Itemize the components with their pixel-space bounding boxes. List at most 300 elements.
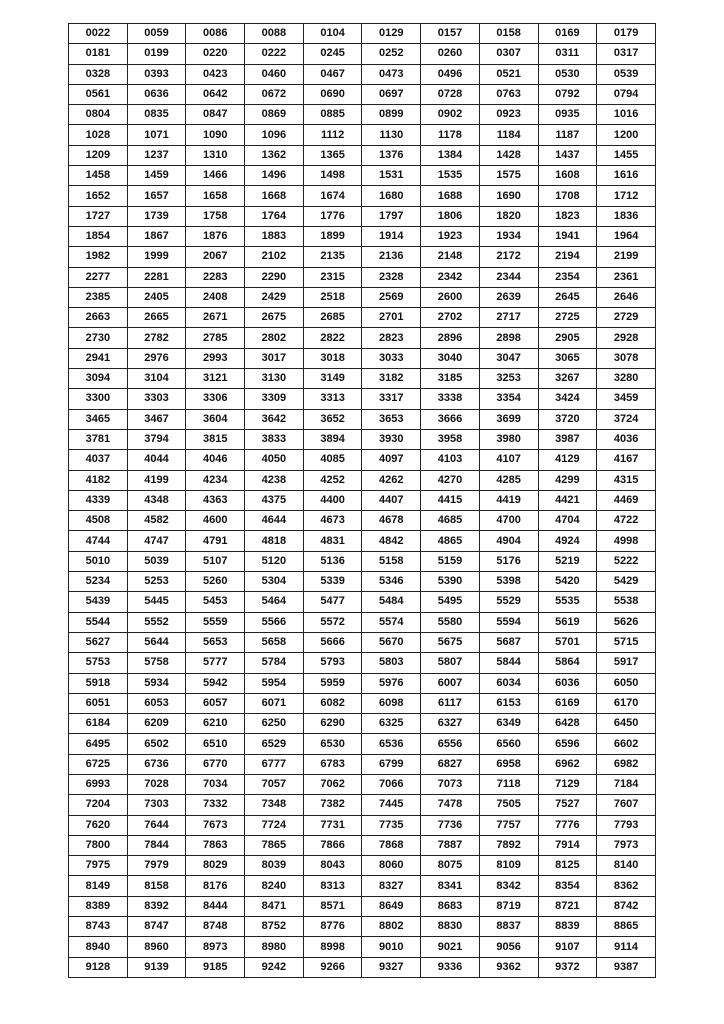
number-table-body [69, 24, 656, 978]
table-cell: 4050 [245, 450, 304, 470]
table-cell: 2102 [245, 247, 304, 267]
table-cell: 1776 [303, 206, 362, 226]
table-cell: 0636 [127, 84, 186, 104]
table-row [69, 429, 656, 449]
table-cell: 4508 [69, 511, 128, 531]
table-row [69, 815, 656, 835]
table-cell: 0158 [479, 24, 538, 44]
table-cell: 0539 [597, 64, 656, 84]
table-cell: 2928 [597, 328, 656, 348]
table-row [69, 125, 656, 145]
table-cell: 5222 [597, 551, 656, 571]
table-cell: 7800 [69, 835, 128, 855]
table-cell: 6736 [127, 754, 186, 774]
table-cell: 8865 [597, 917, 656, 937]
table-cell: 7382 [303, 795, 362, 815]
table-cell: 7863 [186, 835, 245, 855]
table-cell: 9107 [538, 937, 597, 957]
table-cell: 3149 [303, 369, 362, 389]
table-cell: 5777 [186, 653, 245, 673]
table-cell: 0222 [245, 44, 304, 64]
table-cell: 1982 [69, 247, 128, 267]
table-cell: 2342 [421, 267, 480, 287]
table-cell: 0086 [186, 24, 245, 44]
table-cell: 9362 [479, 957, 538, 977]
table-cell: 6170 [597, 693, 656, 713]
table-row [69, 937, 656, 957]
table-cell: 8149 [69, 876, 128, 896]
table-cell: 8043 [303, 856, 362, 876]
table-cell: 4469 [597, 490, 656, 510]
table-cell: 7607 [597, 795, 656, 815]
table-cell: 3017 [245, 348, 304, 368]
table-cell: 3313 [303, 389, 362, 409]
table-cell: 7673 [186, 815, 245, 835]
table-cell: 4363 [186, 490, 245, 510]
table-cell: 2785 [186, 328, 245, 348]
table-cell: 2277 [69, 267, 128, 287]
table-cell: 5803 [362, 653, 421, 673]
table-cell: 1923 [421, 226, 480, 246]
table-cell: 3182 [362, 369, 421, 389]
table-cell: 5390 [421, 572, 480, 592]
table-cell: 0220 [186, 44, 245, 64]
table-cell: 1531 [362, 166, 421, 186]
table-cell: 5010 [69, 551, 128, 571]
table-cell: 6958 [479, 754, 538, 774]
table-cell: 3958 [421, 429, 480, 449]
table-cell: 6450 [597, 714, 656, 734]
table-cell: 7620 [69, 815, 128, 835]
table-cell: 7478 [421, 795, 480, 815]
table-cell: 1028 [69, 125, 128, 145]
table-cell: 8743 [69, 917, 128, 937]
table-row [69, 856, 656, 876]
table-row [69, 369, 656, 389]
table-cell: 5107 [186, 551, 245, 571]
table-cell: 2518 [303, 287, 362, 307]
table-cell: 5954 [245, 673, 304, 693]
table-cell: 2290 [245, 267, 304, 287]
table-cell: 7887 [421, 835, 480, 855]
table-cell: 6510 [186, 734, 245, 754]
table-cell: 8649 [362, 896, 421, 916]
table-cell: 4315 [597, 470, 656, 490]
table-cell: 3465 [69, 409, 128, 429]
table-cell: 5136 [303, 551, 362, 571]
table-cell: 1674 [303, 186, 362, 206]
table-cell: 4270 [421, 470, 480, 490]
table-row [69, 44, 656, 64]
table-cell: 8140 [597, 856, 656, 876]
table-cell: 0245 [303, 44, 362, 64]
table-cell: 3459 [597, 389, 656, 409]
table-cell: 3130 [245, 369, 304, 389]
table-cell: 0022 [69, 24, 128, 44]
table-cell: 0059 [127, 24, 186, 44]
table-cell: 6057 [186, 693, 245, 713]
table-cell: 3930 [362, 429, 421, 449]
table-cell: 7204 [69, 795, 128, 815]
table-cell: 7445 [362, 795, 421, 815]
table-cell: 2663 [69, 308, 128, 328]
table-cell: 6783 [303, 754, 362, 774]
table-cell: 3653 [362, 409, 421, 429]
table-cell: 4252 [303, 470, 362, 490]
table-cell: 7736 [421, 815, 480, 835]
table-row [69, 795, 656, 815]
table-cell: 5594 [479, 612, 538, 632]
table-cell: 1459 [127, 166, 186, 186]
table-cell: 2701 [362, 308, 421, 328]
table-cell: 6153 [479, 693, 538, 713]
table-cell: 6098 [362, 693, 421, 713]
table-cell: 0885 [303, 105, 362, 125]
table-cell: 6560 [479, 734, 538, 754]
table-cell: 1883 [245, 226, 304, 246]
table-cell: 8060 [362, 856, 421, 876]
table-cell: 7073 [421, 774, 480, 794]
table-cell: 3309 [245, 389, 304, 409]
table-cell: 8327 [362, 876, 421, 896]
table-cell: 5758 [127, 653, 186, 673]
table-cell: 1823 [538, 206, 597, 226]
table-cell: 3720 [538, 409, 597, 429]
table-row [69, 632, 656, 652]
table-cell: 6770 [186, 754, 245, 774]
table-cell: 7527 [538, 795, 597, 815]
table-cell: 0935 [538, 105, 597, 125]
table-row [69, 673, 656, 693]
table-cell: 8444 [186, 896, 245, 916]
table-row [69, 287, 656, 307]
table-cell: 9056 [479, 937, 538, 957]
table-cell: 2172 [479, 247, 538, 267]
table-cell: 3794 [127, 429, 186, 449]
table-cell: 7973 [597, 835, 656, 855]
table-cell: 2896 [421, 328, 480, 348]
table-cell: 4037 [69, 450, 128, 470]
table-cell: 1876 [186, 226, 245, 246]
table-cell: 4704 [538, 511, 597, 531]
table-cell: 4644 [245, 511, 304, 531]
table-cell: 2283 [186, 267, 245, 287]
table-cell: 5942 [186, 673, 245, 693]
table-row [69, 226, 656, 246]
table-cell: 9266 [303, 957, 362, 977]
table-cell: 2600 [421, 287, 480, 307]
table-cell: 3652 [303, 409, 362, 429]
table-cell: 8109 [479, 856, 538, 876]
table-cell: 2385 [69, 287, 128, 307]
table-cell: 5304 [245, 572, 304, 592]
table-cell: 7118 [479, 774, 538, 794]
table-cell: 3033 [362, 348, 421, 368]
table-cell: 8721 [538, 896, 597, 916]
table-cell: 6036 [538, 673, 597, 693]
table-row [69, 612, 656, 632]
table-cell: 1200 [597, 125, 656, 145]
table-cell: 5453 [186, 592, 245, 612]
table-cell: 2569 [362, 287, 421, 307]
table-cell: 6034 [479, 673, 538, 693]
table-cell: 5715 [597, 632, 656, 652]
table-cell: 7034 [186, 774, 245, 794]
table-cell: 2730 [69, 328, 128, 348]
table-row [69, 835, 656, 855]
table-cell: 3815 [186, 429, 245, 449]
table-cell: 9114 [597, 937, 656, 957]
table-cell: 5580 [421, 612, 480, 632]
table-cell: 0307 [479, 44, 538, 64]
table-cell: 2685 [303, 308, 362, 328]
table-row [69, 470, 656, 490]
table-cell: 5653 [186, 632, 245, 652]
table-cell: 8830 [421, 917, 480, 937]
table-row [69, 572, 656, 592]
table-cell: 5176 [479, 551, 538, 571]
table-cell: 3666 [421, 409, 480, 429]
table-cell: 7866 [303, 835, 362, 855]
table-cell: 0473 [362, 64, 421, 84]
table-row [69, 957, 656, 977]
table-cell: 9021 [421, 937, 480, 957]
table-cell: 1764 [245, 206, 304, 226]
table-cell: 6982 [597, 754, 656, 774]
table-cell: 6210 [186, 714, 245, 734]
table-cell: 6051 [69, 693, 128, 713]
table-cell: 2782 [127, 328, 186, 348]
table-cell: 1688 [421, 186, 480, 206]
table-row [69, 917, 656, 937]
table-cell: 6725 [69, 754, 128, 774]
table-cell: 4685 [421, 511, 480, 531]
table-cell: 5687 [479, 632, 538, 652]
table-cell: 4582 [127, 511, 186, 531]
table-cell: 3121 [186, 369, 245, 389]
table-cell: 6556 [421, 734, 480, 754]
table-cell: 1209 [69, 145, 128, 165]
table-cell: 1365 [303, 145, 362, 165]
table-cell: 7724 [245, 815, 304, 835]
table-cell: 8571 [303, 896, 362, 916]
table-cell: 8362 [597, 876, 656, 896]
table-cell: 1184 [479, 125, 538, 145]
table-row [69, 348, 656, 368]
table-cell: 8747 [127, 917, 186, 937]
table-cell: 8802 [362, 917, 421, 937]
table-cell: 4831 [303, 531, 362, 551]
table-cell: 5670 [362, 632, 421, 652]
table-cell: 5644 [127, 632, 186, 652]
table-cell: 1652 [69, 186, 128, 206]
table-cell: 7975 [69, 856, 128, 876]
table-cell: 2905 [538, 328, 597, 348]
table-cell: 8998 [303, 937, 362, 957]
table-row [69, 754, 656, 774]
table-cell: 5529 [479, 592, 538, 612]
table-cell: 5158 [362, 551, 421, 571]
table-cell: 3306 [186, 389, 245, 409]
table-cell: 6349 [479, 714, 538, 734]
table-cell: 6327 [421, 714, 480, 734]
table-row [69, 64, 656, 84]
table-cell: 8752 [245, 917, 304, 937]
table-cell: 1820 [479, 206, 538, 226]
table-cell: 3467 [127, 409, 186, 429]
table-cell: 1237 [127, 145, 186, 165]
table-cell: 1130 [362, 125, 421, 145]
table-cell: 4700 [479, 511, 538, 531]
table-cell: 9387 [597, 957, 656, 977]
table-cell: 8389 [69, 896, 128, 916]
table-cell: 1096 [245, 125, 304, 145]
table-cell: 6169 [538, 693, 597, 713]
table-cell: 5627 [69, 632, 128, 652]
table-cell: 0902 [421, 105, 480, 125]
table-cell: 6250 [245, 714, 304, 734]
table-cell: 3980 [479, 429, 538, 449]
table-cell: 2729 [597, 308, 656, 328]
table-cell: 8354 [538, 876, 597, 896]
table-cell: 6050 [597, 673, 656, 693]
table-cell: 4865 [421, 531, 480, 551]
table-cell: 2898 [479, 328, 538, 348]
table-cell: 8719 [479, 896, 538, 916]
table-cell: 0104 [303, 24, 362, 44]
table-cell: 9372 [538, 957, 597, 977]
table-cell: 8973 [186, 937, 245, 957]
table-cell: 9185 [186, 957, 245, 977]
table-cell: 6530 [303, 734, 362, 754]
table-cell: 7066 [362, 774, 421, 794]
table-cell: 4036 [597, 429, 656, 449]
table-cell: 0423 [186, 64, 245, 84]
table-cell: 4722 [597, 511, 656, 531]
table-cell: 7793 [597, 815, 656, 835]
table-cell: 2822 [303, 328, 362, 348]
table-cell: 0804 [69, 105, 128, 125]
table-row [69, 145, 656, 165]
table-cell: 5572 [303, 612, 362, 632]
table-row [69, 531, 656, 551]
table-cell: 6053 [127, 693, 186, 713]
table-cell: 8742 [597, 896, 656, 916]
table-cell: 7844 [127, 835, 186, 855]
table-cell: 1071 [127, 125, 186, 145]
table-cell: 5495 [421, 592, 480, 612]
table-cell: 6799 [362, 754, 421, 774]
table-cell: 2671 [186, 308, 245, 328]
table-cell: 8940 [69, 937, 128, 957]
table-cell: 4818 [245, 531, 304, 551]
table-cell: 2199 [597, 247, 656, 267]
table-cell: 1428 [479, 145, 538, 165]
table-cell: 4600 [186, 511, 245, 531]
table-cell: 1016 [597, 105, 656, 125]
table-cell: 1914 [362, 226, 421, 246]
table-row [69, 267, 656, 287]
table-cell: 3424 [538, 389, 597, 409]
table-cell: 0157 [421, 24, 480, 44]
table-cell: 3833 [245, 429, 304, 449]
table-row [69, 876, 656, 896]
table-cell: 5559 [186, 612, 245, 632]
table-cell: 4046 [186, 450, 245, 470]
table-cell: 5574 [362, 612, 421, 632]
table-cell: 1112 [303, 125, 362, 145]
table-cell: 4234 [186, 470, 245, 490]
table-cell: 1310 [186, 145, 245, 165]
table-cell: 6082 [303, 693, 362, 713]
table-cell: 0835 [127, 105, 186, 125]
table-cell: 7303 [127, 795, 186, 815]
table-cell: 1836 [597, 206, 656, 226]
table-cell: 5959 [303, 673, 362, 693]
table-cell: 5626 [597, 612, 656, 632]
table-cell: 5464 [245, 592, 304, 612]
table-cell: 2823 [362, 328, 421, 348]
table-cell: 5544 [69, 612, 128, 632]
table-cell: 1458 [69, 166, 128, 186]
table-cell: 3987 [538, 429, 597, 449]
table-row [69, 774, 656, 794]
table-row [69, 166, 656, 186]
table-cell: 0088 [245, 24, 304, 44]
table-cell: 1466 [186, 166, 245, 186]
table-cell: 6502 [127, 734, 186, 754]
table-cell: 3047 [479, 348, 538, 368]
table-row [69, 247, 656, 267]
table-cell: 7644 [127, 815, 186, 835]
table-cell: 3185 [421, 369, 480, 389]
table-cell: 4044 [127, 450, 186, 470]
table-cell: 5917 [597, 653, 656, 673]
table-cell: 6007 [421, 673, 480, 693]
table-cell: 2344 [479, 267, 538, 287]
table-cell: 9336 [421, 957, 480, 977]
table-cell: 5039 [127, 551, 186, 571]
table-cell: 4400 [303, 490, 362, 510]
table-cell: 1090 [186, 125, 245, 145]
table-cell: 5619 [538, 612, 597, 632]
table-cell: 2136 [362, 247, 421, 267]
table-cell: 7062 [303, 774, 362, 794]
table-cell: 1680 [362, 186, 421, 206]
table-cell: 5784 [245, 653, 304, 673]
table-cell: 0561 [69, 84, 128, 104]
table-cell: 8176 [186, 876, 245, 896]
table-cell: 2802 [245, 328, 304, 348]
table-cell: 3300 [69, 389, 128, 409]
table-cell: 3104 [127, 369, 186, 389]
table-cell: 2281 [127, 267, 186, 287]
table-cell: 0311 [538, 44, 597, 64]
table-cell: 2993 [186, 348, 245, 368]
table-cell: 0496 [421, 64, 480, 84]
table-cell: 1362 [245, 145, 304, 165]
table-cell: 6117 [421, 693, 480, 713]
table-cell: 0728 [421, 84, 480, 104]
table-cell: 7776 [538, 815, 597, 835]
table-cell: 5339 [303, 572, 362, 592]
table-cell: 2941 [69, 348, 128, 368]
table-cell: 5666 [303, 632, 362, 652]
table-cell: 9242 [245, 957, 304, 977]
table-row [69, 409, 656, 429]
table-cell: 0794 [597, 84, 656, 104]
table-cell: 4129 [538, 450, 597, 470]
